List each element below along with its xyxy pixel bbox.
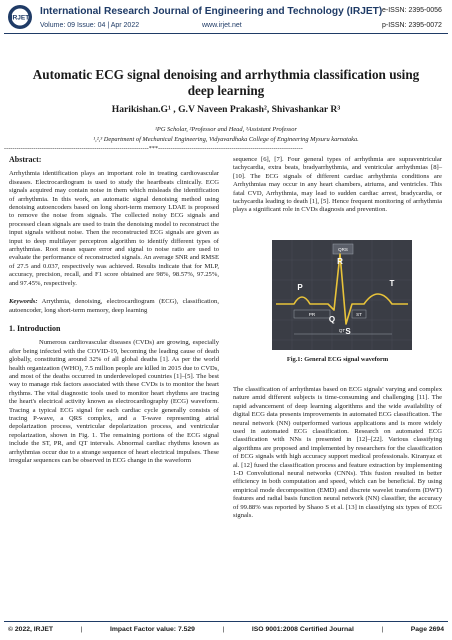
s-wave-label: S xyxy=(345,327,351,336)
journal-title: International Research Journal of Engineering and Technology (IRJET) xyxy=(40,6,383,17)
journal-website[interactable]: www.irjet.net xyxy=(202,22,242,29)
p-wave-label: P xyxy=(297,283,303,292)
keywords-label: Keywords: xyxy=(9,298,38,306)
header-rule xyxy=(4,33,448,34)
qt-label: QT xyxy=(338,328,346,333)
footer-separator: | xyxy=(381,626,384,633)
q-wave-label: Q xyxy=(328,315,336,324)
pr-label: PR xyxy=(308,312,316,317)
t-wave-label: T xyxy=(389,279,395,288)
figure-caption: Fig.1: General ECG signal waveform xyxy=(286,356,389,363)
section-separator: ---------------------------------------------------------------------***--------------------------------------------------------------------- xyxy=(4,146,303,152)
volume-issue: Volume: 09 Issue: 04 | Apr 2022 xyxy=(40,22,140,29)
classification-text: The classification of arrhythmias based on ECG signals' varying and complex nature amid different subjects is time-consuming and challenging [11]. The rapid advancement of deep learning algorithms and the wide availability of digital ECG data presents improvements in automated ECG classification. The neural network (NN) outperformed various applications and is more widely used in automated ECG classification. Research on automated ECG classification with NNs is presented in [12]–[22]. Various classifying algorithms are proposed and implemented by researchers for the classification of ECG signals with high accuracy support medical professionals. Kiranyaz et al. [12] fused the classification process and feature extraction by implementing 1-D Convolutional neural networks (CNNs). This fusion resulted in better efficiency in both computation and speed, which can be beneficial. By using empirical mode decomposition (EMD) and discrete wavelet transform (DWT) features and radial basis function neural network (NN) classifier, the accuracy of 99.88% was reported by Shaoo S et al. [13] in classifying six types of ECG signals. xyxy=(233,386,442,520)
footer-separator: | xyxy=(222,626,225,633)
introduction-heading: 1. Introduction xyxy=(9,323,61,333)
abstract-heading: Abstract: xyxy=(9,155,42,164)
introduction-text: Numerous cardiovascular diseases (CVDs) are growing, especially after being infected with the COVID-19, becoming the leading cause of death globally, constituting around 32% of all global deaths [1]. As per the world health organization (WHO), 7.5 million people are killed in 2015 due to CVDs, and most of the deaths occurred in underdeveloped countries [1]–[5]. The best way to manage risk factors associated with these CVDs is to monitor the heart rhythms. The vital diagnostic tools used to monitor heart rhythms are tracing the heart's electrical activity known as electrocardiography (ECG) waveform. Tracing a typical ECG signal for each cardiac cycle generally consists of tracing P-wave, a QRS complex, and a T-wave representing atrial depolarization process, ventricular depolarization process, and ventricular repolarization, shown in Fig. 1. The remaining portions of the ECG signal include the ST, PR, and QT intervals. Abnormal cardiac rhythms known as arrhythmias occur due to a strange sequence of heart electrical impulses. These irregular sequences can be observed in ECG change in the waveform xyxy=(9,339,219,464)
copyright: © 2022, IRJET xyxy=(8,626,54,633)
footer-rule xyxy=(4,621,448,622)
author-roles: ¹PG Scholar, ²Professor and Head, ³Assistant Professor xyxy=(155,126,297,133)
affiliation: ¹,²,³ Department of Mechanical Engineering, Vidyavardhaka College of Engineering Mysuru karnataka. xyxy=(93,136,359,143)
right-column-bottom xyxy=(233,386,442,521)
keywords xyxy=(9,298,219,315)
page-number: Page 2694 xyxy=(410,626,444,633)
footer-separator: | xyxy=(80,626,83,633)
journal-logo xyxy=(7,4,33,30)
right-column-top xyxy=(233,156,442,215)
left-column xyxy=(9,156,219,465)
p-issn: p-ISSN: 2395-0072 xyxy=(382,22,442,29)
page-footer xyxy=(8,626,444,633)
intro-continued-text: sequence [6], [7]. Four general types of arrhythmia are supraventricular tachycardia, extra beats, bradyarrhythmia, and ventricular arrhythmias [8]–[10]. The ECG signals of different cardiac arrhythmia conditions are Arrhythmias may occur in any heart chambers, atriums, and ventricles. This fatal CVD, Arrhythmia, may lead to sudden cardiac arrest, bradycardia, or tachycardia leading to death [1], [5]. Hence frequent monitoring of arrhythmia plays a significant role in CVDs diagnosis and prevention. xyxy=(233,156,442,214)
authors: Harikishan.G¹ , G.V Naveen Prakash², Shivashankar R³ xyxy=(111,104,341,115)
abstract-text: Arrhythmia identification plays an important role in treating cardiovascular diseases. Electrocardiogram is used to study the heartbeats clinically. ECG signals acquired may contain noise in them which misleads the identification of arrhythmia. In this work, an automatic signal denoising method using denoising autoencoders based on long short-term memory LDAE is proposed to remove the noise from signals. The collected noisy ECG signals and processed clean signals are used to train the denoising model to reconstruct the input signals without noise. Then the reconstructed ECG signals are given as input to deep multilayer perceptron algorithm to identify different types of arrhythmias. Root mean square error and signal to noise ratio are used to evaluate the performance of reconstructed signals. An average SNR and RMSE of 27.5 and 0.037, respectively was achieved. Results indicate that for MLP, accuracy, precision, recall, and F1 score obtained are 98%, 98.57%, 97.25%, and 97.45%, respectively. xyxy=(9,170,219,287)
keywords-text: Arrythmia, denoising, electrocardiogram (ECG), classification, autoencoder, long short-term memory, deep learning xyxy=(9,298,219,314)
r-wave-label: R xyxy=(337,257,343,266)
impact-factor: Impact Factor value: 7.529 xyxy=(109,626,195,633)
st-label: ST xyxy=(356,312,362,317)
qrs-label: QRS xyxy=(338,247,348,252)
e-issn: e-ISSN: 2395-0056 xyxy=(382,7,442,14)
iso-certification: ISO 9001:2008 Certified Journal xyxy=(251,626,354,633)
paper-title: Automatic ECG signal denoising and arrhythmia classification using deep learning xyxy=(32,67,420,98)
logo-text: IRJET xyxy=(10,14,30,22)
ecg-waveform-figure xyxy=(272,240,412,350)
